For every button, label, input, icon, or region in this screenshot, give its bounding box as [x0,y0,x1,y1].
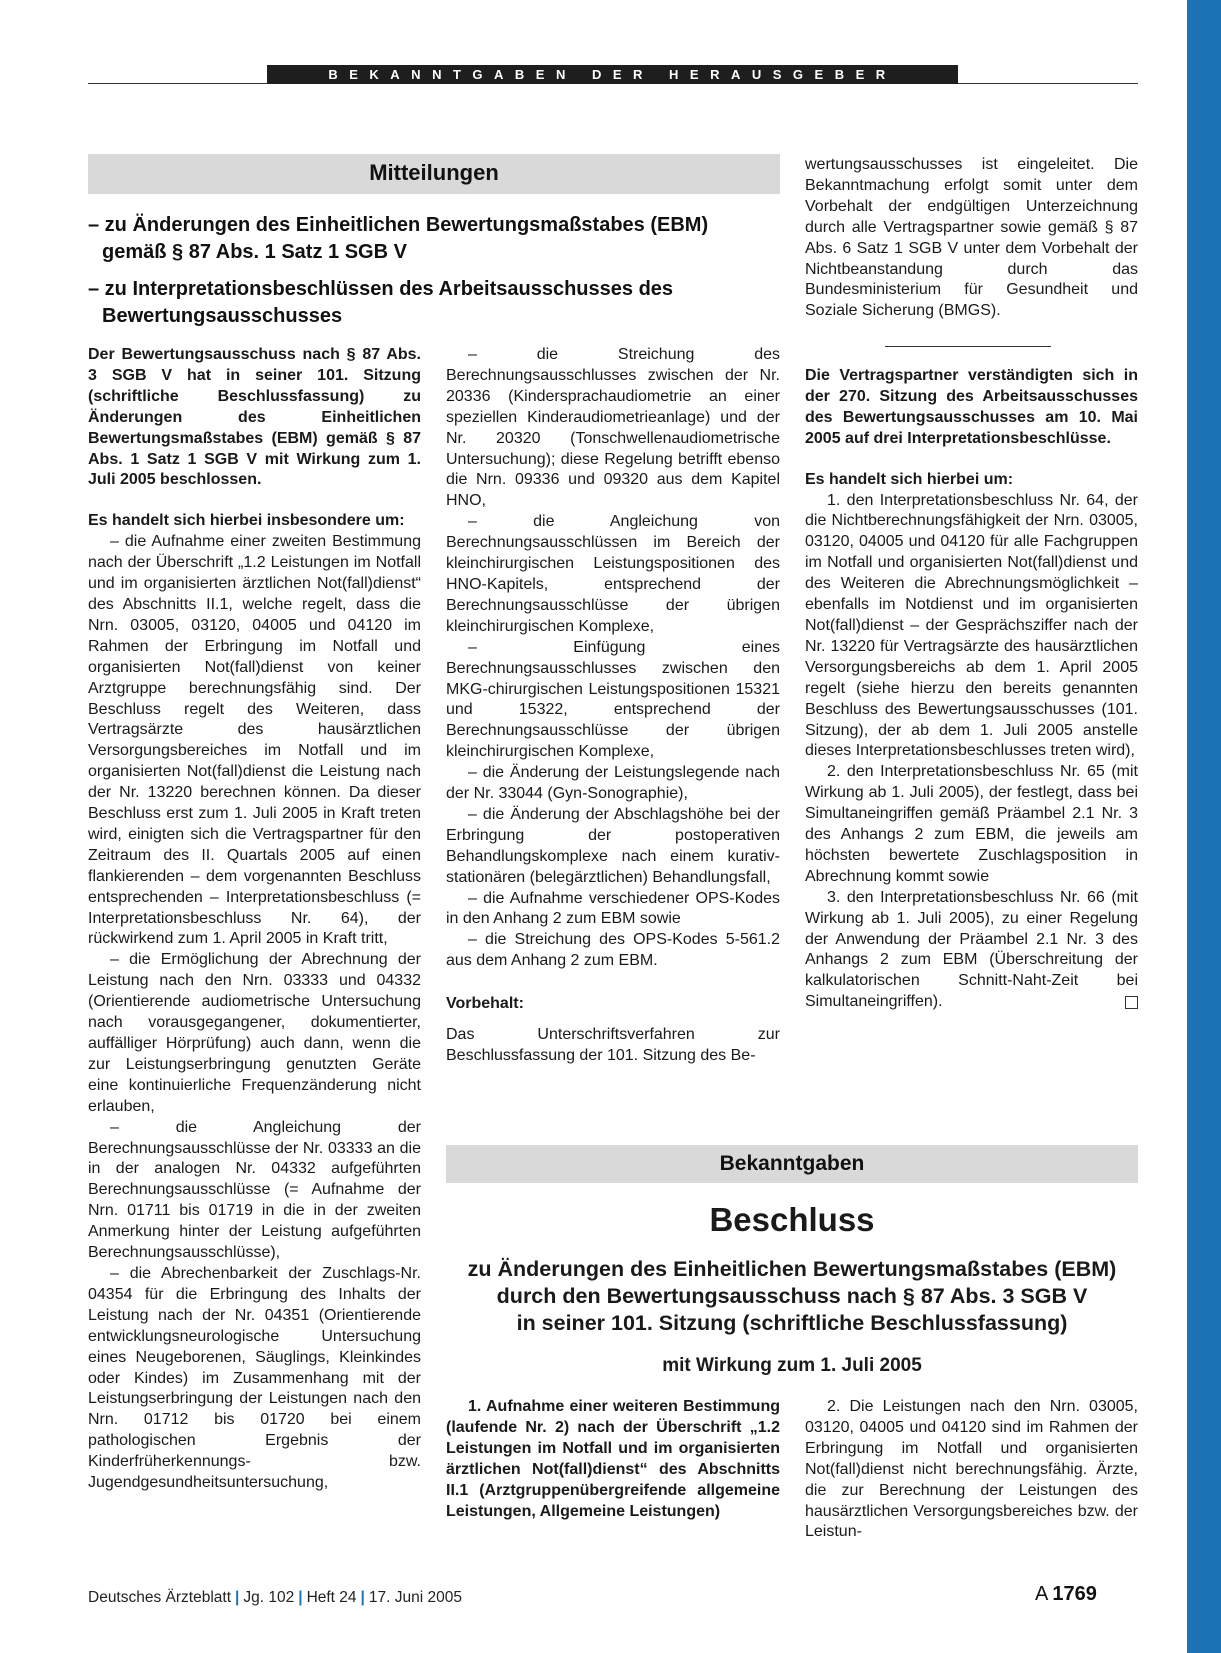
vorbehalt-heading: Vorbehalt: [446,995,524,1013]
col3-paragraph-3 [805,888,1138,1013]
page-prefix: A [1035,1583,1049,1605]
mitteilungen-item-1-line-1: – zu Änderungen des Einheitlichen Bewertungsmaßstabes (EBM) [88,214,709,236]
end-mark-icon [1125,996,1138,1009]
mitteilungen-item-2-line-2: Bewertungsausschusses [102,305,343,327]
mitteilungen-item-2-line-1: – zu Interpretationsbeschlüssen des Arbeitsausschusses des [88,278,674,300]
beschluss-title: Beschluss [709,1201,875,1238]
footer-separator: | [298,1589,303,1606]
spacer [805,450,1138,470]
col2-paragraph-7: – die Streichung des OPS-Kodes 5-561.2 aus dem Anhang 2 zum EBM. [446,931,780,970]
col3-paragraph-1: 1. den Interpretationsbeschluss Nr. 64, der die Nichtberechnungsfähigkeit der Nrn. 03005, 03120, 04005 und 04120 für alle Fachgruppen im Notfall und organisierten Not(fall)dienst und des Weiteren die Abrechnungsmöglichkeit – ebenfalls im Notdienst und im organisierten Not(fall)dienst – der Gesprächsziffer nach der Nr. 13220 für Vertragsärzte des hausärztlichen Versorgungsbereichs ab dem 1. April 2005 regelt (siehe hierzu den bereits genannten Beschluss des Bewertungsausschusses (101. Sitzung), der ab dem 1. Juli 2005 anstelle dieses Interpretationsbeschlusses treten wird), [805,491,1138,760]
mitteilungen-heading: Mitteilungen [88,154,780,194]
col2-paragraph-1: – die Streichung des Berechnungsausschlusses zwischen der Nr. 20336 (Kindersprachaudiometrie an einer speziellen Kinderaudiometrieanlage) und der Nr. 20320 (Tonschwellenaudiometrische Untersuchung); diese Regelung betrifft ebenso die Nrn. 09336 und 09320 aus dem Kapitel HNO, [446,346,780,510]
col3-intro: Die Vertragspartner verständigten sich in der 270. Sitzung des Arbeitsausschusses des Bewertungsausschusses am 10. Mai 2005 auf drei Interpretationsbeschlüsse. [805,367,1138,447]
col1-paragraph-1: – die Aufnahme einer zweiten Bestimmung nach der Überschrift „1.2 Leistungen im Notfall und im organisierten ärztlichen Not(fall)dienst“ des Abschnitts II.1, welche regelt, dass die Nrn. 03005, 03120, 04005 und 04120 im Rahmen der Erbringung im Notfall und organisierten Not(fall)dienst von keiner Arztgruppe berechnungsfähig sind. Der Beschluss regelt des Weiteren, dass Vertragsärzte des hausärztlichen Versorgungsbereiches im Notfall und im organisierten Not(fall)dienst die Leistung nach der Nr. 13220 berechnen können. Da dieser Beschluss erst zum 1. Juli 2005 in Kraft treten wird, einigten sich die Vertragspartner für den Zeitraum des II. Quartals 2005 auf einen flankierenden – dem vorgenannten Beschluss entsprechenden – Interpretationsbeschluss (= Interpretationsbeschluss Nr. 64), der rückwirkend zum 1. April 2005 in Kraft tritt, [88,533,421,948]
page-number [1035,1583,1097,1606]
col1-intro: Der Bewertungsausschuss nach § 87 Abs. 3 SGB V hat in seiner 101. Sitzung (schriftliche Beschlussfassung) zu Änderungen des Einheitlichen Bewertungsmaßstabes (EBM) gemäß § 87 Abs. 1 Satz 1 SGB V mit Wirkung zum 1. Juli 2005 beschlossen. [88,346,421,489]
vorbehalt-text: Das Unterschriftsverfahren zur Beschlussfassung der 101. Sitzung des Be- [446,1026,780,1064]
beschluss-subtitle [446,1256,1138,1337]
beschluss-subtitle-line-2: durch den Bewertungsausschuss nach § 87 Abs. 3 SGB V [496,1284,1088,1308]
beschluss-subtitle-line-1: zu Änderungen des Einheitlichen Bewertungsmaßstabes (EBM) [467,1257,1117,1281]
col2-paragraph-6: – die Aufnahme verschiedener OPS-Kodes in den Anhang 2 zum EBM sowie [446,889,780,928]
column-3-lower [805,366,1138,1013]
footer-separator: | [360,1589,365,1606]
footer-volume: Jg. 102 [243,1589,295,1606]
column-3 [805,155,1138,322]
separator-rule [885,346,1051,347]
spacer [88,491,421,511]
mitteilungen-item-1-line-2: gemäß § 87 Abs. 1 Satz 1 SGB V [102,241,407,263]
col2-paragraph-3: – Einfügung eines Berechnungsausschlusses zwischen den MKG-chirurgischen Leistungspositionen 15321 und 15322, entsprechend der Berechnungsausschlüsse der übrigen kleinchirurgischen Komplexe, [446,638,780,761]
section-banner: BEKANNTGABEN DER HERAUSGEBER [267,65,958,84]
spacer [446,972,780,994]
col3-paragraph-2: 2. den Interpretationsbeschluss Nr. 65 (mit Wirkung ab 1. Juli 2005), der festlegt, dass bei Simultaneingriffen gemäß Präambel 2.1 Nr. 3 des Anhangs 2 zum EBM, die jeweils am höchsten bewertete Zuschlagsposition in Abrechnung kommt sowie [805,763,1138,885]
footer-issue: Heft 24 [306,1589,357,1606]
footer-journal: Deutsches Ärzteblatt [88,1589,232,1606]
bekanntgaben-heading: Bekanntgaben [446,1145,1138,1183]
footer-separator: | [235,1589,240,1606]
col1-heading: Es handelt sich hierbei insbesondere um: [88,512,405,530]
footer-date: 17. Juni 2005 [368,1589,462,1606]
col3-heading: Es handelt sich hierbei um: [805,470,1014,488]
mitteilungen-item-2 [88,276,788,330]
beschluss-item-1: 1. Aufnahme einer weiteren Bestimmung (laufende Nr. 2) nach der Überschrift „1.2 Leistungen im Notfall und im organisierten ärztlichen Not(fall)dienst“ des Abschnitts II.1 (Arztgruppenübergreifende allgemeine Leistungen, Allgemeine Leistungen) [446,1398,780,1520]
col3-paragraph-3-text: 3. den Interpretationsbeschluss Nr. 66 (mit Wirkung ab 1. Juli 2005), zu einer Regelung der Anwendung der Präambel 2.1 Nr. 3 des Anhangs 2 zum EBM (Überschreitung der kalkulatorischen Schnitt-Naht-Zeit bei Simultaneingriffen). [805,888,1138,1011]
col1-paragraph-3: – die Angleichung der Berechnungsausschlüsse der Nr. 03333 an die in der analogen Nr. 04332 aufgeführten Berechnungsausschlüsse (= Aufnahme der Nrn. 01711 bis 01719 in die in der zweiten Anmerkung hinter der Leistung aufgeführten Berechnungsausschlüsse), [88,1118,421,1262]
spacer [446,1015,780,1025]
column-1 [88,345,421,1494]
beschluss-subtitle-line-3: in seiner 101. Sitzung (schriftliche Beschlussfassung) [516,1311,1068,1335]
col1-paragraph-4: – die Abrechenbarkeit der Zuschlags-Nr. 04354 für die Erbringung des Inhalts der Leistung nach der Nr. 04351 (Orientierende entwicklungsneurologische Untersuchung eines Neugeborenen, Säuglings, Kleinkindes oder Kindes) im Zusammenhang mit der Leistungserbringung der Leistungen nach den Nrn. 01712 bis 01720 bei einem pathologischen Ergebnis der Kinderfrüherkennungs- bzw. Jugendgesundheitsuntersuchung, [88,1264,421,1492]
footer-citation [88,1589,462,1607]
col3-paragraph-0: wertungsausschusses ist eingeleitet. Die Bekanntmachung erfolgt somit unter dem Vorbehalt der endgültigen Unterzeichnung durch alle Vertragspartner sowie gemäß § 87 Abs. 6 Satz 1 SGB V unter dem Vorbehalt der Nichtbeanstandung durch das Bundesministerium für Gesundheit und Soziale Sicherung (BMGS). [805,156,1138,320]
column-2 [446,345,780,1067]
col1-paragraph-2: – die Ermöglichung der Abrechnung der Leistung nach den Nrn. 03333 und 04332 (Orientierende audiometrische Untersuchung nach vorausgegangener, dokumentierter, auffälliger Hörprüfung) auch dann, wenn die zur Leistungserbringung genutzten Geräte eine kontinuierliche Frequenzänderung nicht erlauben, [88,951,421,1115]
beschluss-effective-date: mit Wirkung zum 1. Juli 2005 [662,1355,922,1376]
col2-paragraph-2: – die Angleichung von Berechnungsausschlüssen im Bereich der kleinchirurgischen Leistungspositionen des HNO-Kapitels, entsprechend der Berechnungsausschlüsse der übrigen kleinchirurgischen Komplexe, [446,513,780,635]
side-color-bar [1187,0,1221,1653]
col2-paragraph-4: – die Änderung der Leistungslegende nach der Nr. 33044 (Gyn-Sonographie), [446,764,780,803]
page-number-value: 1769 [1052,1583,1097,1605]
col2-paragraph-5: – die Änderung der Abschlagshöhe bei der Erbringung der postoperativen Behandlungskomplexe nach einem kurativ-stationären (belegärztlichen) Behandlungsfall, [446,805,780,886]
beschluss-item-2: 2. Die Leistungen nach den Nrn. 03005, 03120, 04005 und 04120 sind im Rahmen der Erbringung im Notfall und organisierten Not(fall)dienst nicht berechnungsfähig. Ärzte, die zur Berechnung der Leistungen des hausärztlichen Versorgungsbereiches bzw. der Leistun- [805,1398,1138,1541]
mitteilungen-item-1 [88,212,788,266]
